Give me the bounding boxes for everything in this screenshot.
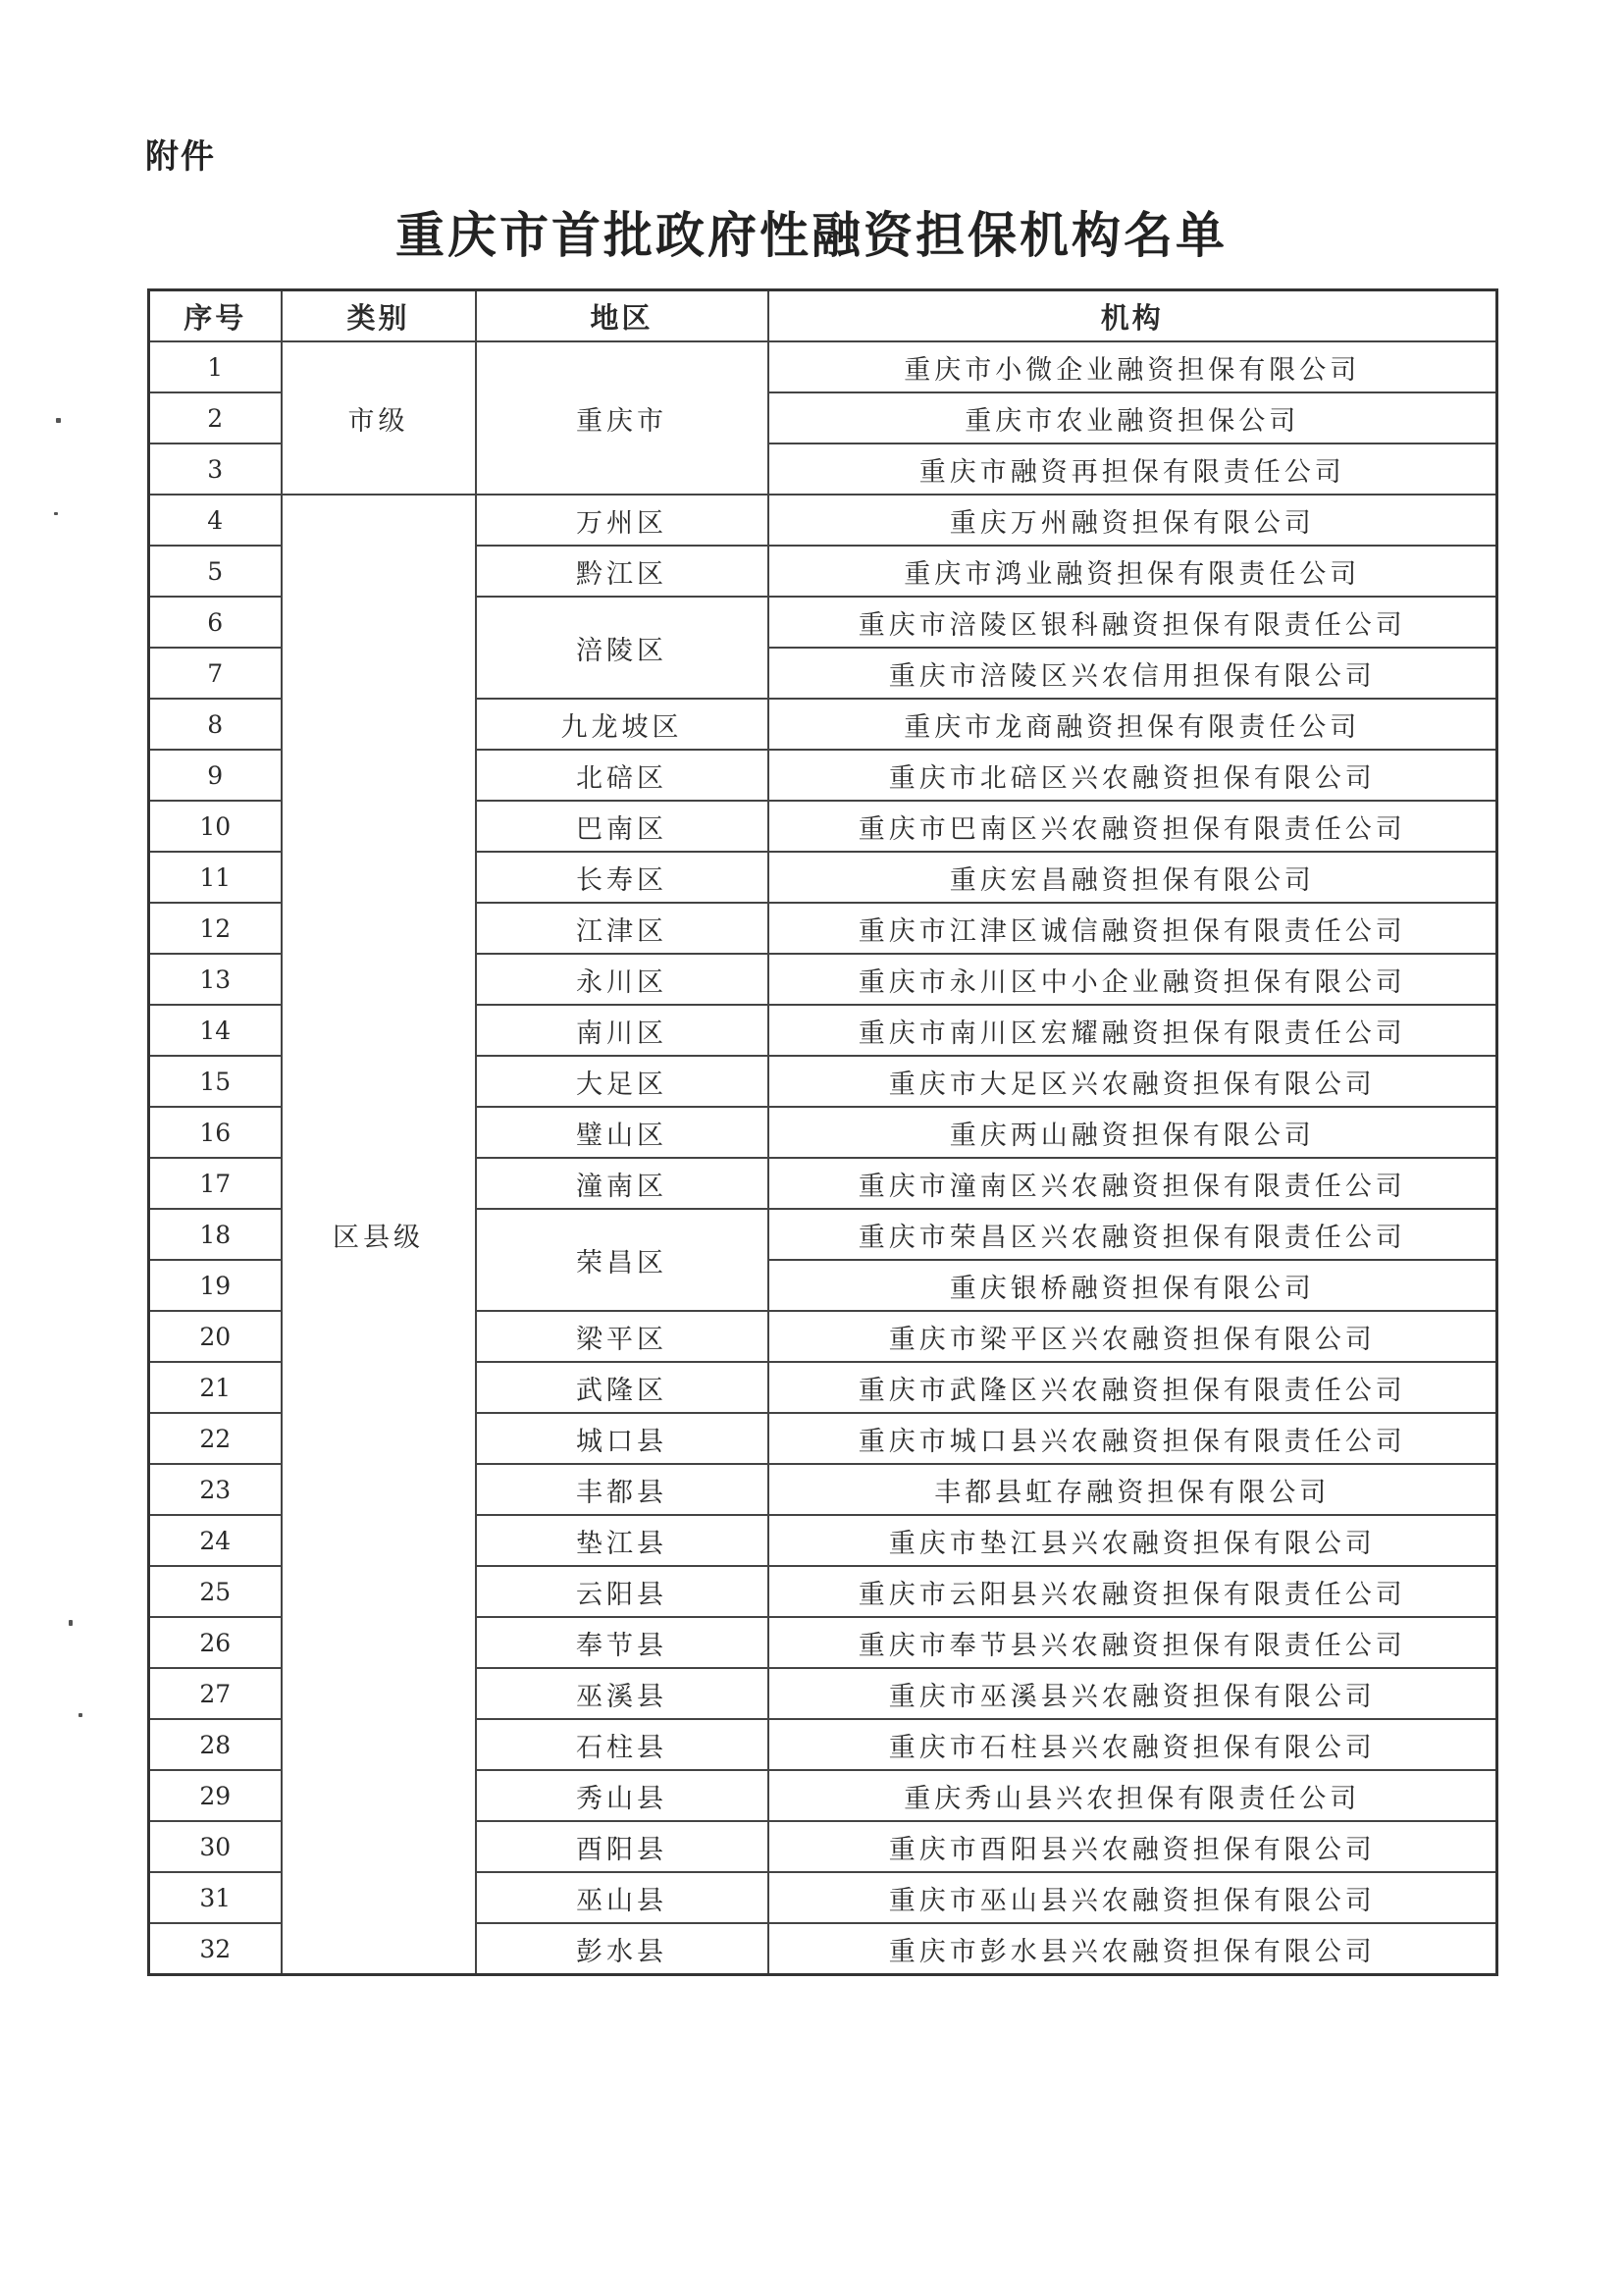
region-cell: 巫溪县 <box>476 1668 768 1719</box>
seq-cell: 6 <box>149 597 282 648</box>
seq-cell: 21 <box>149 1362 282 1413</box>
org-cell: 重庆秀山县兴农担保有限责任公司 <box>768 1770 1497 1821</box>
region-cell: 大足区 <box>476 1056 768 1107</box>
region-cell: 石柱县 <box>476 1719 768 1770</box>
category-cell: 市级 <box>282 341 476 495</box>
org-cell: 重庆银桥融资担保有限公司 <box>768 1260 1497 1311</box>
document-title: 重庆市首批政府性融资担保机构名单 <box>395 206 1228 264</box>
org-cell: 丰都县虹存融资担保有限公司 <box>768 1464 1497 1515</box>
org-cell: 重庆市垫江县兴农融资担保有限公司 <box>768 1515 1497 1566</box>
region-cell: 垫江县 <box>476 1515 768 1566</box>
scan-speck <box>69 1620 73 1626</box>
header-seq: 序号 <box>149 290 282 342</box>
region-cell: 城口县 <box>476 1413 768 1464</box>
scan-speck <box>79 1713 82 1717</box>
seq-cell: 23 <box>149 1464 282 1515</box>
org-cell: 重庆市城口县兴农融资担保有限责任公司 <box>768 1413 1497 1464</box>
org-cell: 重庆市潼南区兴农融资担保有限责任公司 <box>768 1158 1497 1209</box>
seq-cell: 24 <box>149 1515 282 1566</box>
org-cell: 重庆市彭水县兴农融资担保有限公司 <box>768 1923 1497 1975</box>
seq-cell: 28 <box>149 1719 282 1770</box>
org-cell: 重庆市武隆区兴农融资担保有限责任公司 <box>768 1362 1497 1413</box>
org-cell: 重庆市鸿业融资担保有限责任公司 <box>768 546 1497 597</box>
region-cell: 永川区 <box>476 954 768 1005</box>
seq-cell: 32 <box>149 1923 282 1975</box>
seq-cell: 20 <box>149 1311 282 1362</box>
seq-cell: 18 <box>149 1209 282 1260</box>
seq-cell: 22 <box>149 1413 282 1464</box>
org-cell: 重庆市永川区中小企业融资担保有限公司 <box>768 954 1497 1005</box>
org-cell: 重庆市涪陵区兴农信用担保有限公司 <box>768 648 1497 699</box>
org-cell: 重庆宏昌融资担保有限公司 <box>768 852 1497 903</box>
region-cell: 丰都县 <box>476 1464 768 1515</box>
region-cell: 荣昌区 <box>476 1209 768 1311</box>
org-cell: 重庆市农业融资担保公司 <box>768 392 1497 444</box>
region-cell: 彭水县 <box>476 1923 768 1975</box>
seq-cell: 8 <box>149 699 282 750</box>
seq-cell: 15 <box>149 1056 282 1107</box>
seq-cell: 5 <box>149 546 282 597</box>
region-cell: 梁平区 <box>476 1311 768 1362</box>
org-cell: 重庆市融资再担保有限责任公司 <box>768 444 1497 495</box>
seq-cell: 17 <box>149 1158 282 1209</box>
seq-cell: 12 <box>149 903 282 954</box>
region-cell: 江津区 <box>476 903 768 954</box>
region-cell: 潼南区 <box>476 1158 768 1209</box>
org-cell: 重庆市北碚区兴农融资担保有限公司 <box>768 750 1497 801</box>
seq-cell: 27 <box>149 1668 282 1719</box>
guarantee-institution-table <box>147 288 1498 1976</box>
region-cell: 秀山县 <box>476 1770 768 1821</box>
org-cell: 重庆市大足区兴农融资担保有限公司 <box>768 1056 1497 1107</box>
region-cell: 武隆区 <box>476 1362 768 1413</box>
org-cell: 重庆市巫山县兴农融资担保有限公司 <box>768 1872 1497 1923</box>
org-cell: 重庆市奉节县兴农融资担保有限责任公司 <box>768 1617 1497 1668</box>
region-cell: 璧山区 <box>476 1107 768 1158</box>
header-org: 机构 <box>768 290 1497 342</box>
org-cell: 重庆市涪陵区银科融资担保有限责任公司 <box>768 597 1497 648</box>
seq-cell: 29 <box>149 1770 282 1821</box>
region-cell: 长寿区 <box>476 852 768 903</box>
scan-speck <box>56 418 61 423</box>
org-cell: 重庆市巫溪县兴农融资担保有限公司 <box>768 1668 1497 1719</box>
region-cell: 九龙坡区 <box>476 699 768 750</box>
org-cell: 重庆市云阳县兴农融资担保有限责任公司 <box>768 1566 1497 1617</box>
seq-cell: 1 <box>149 341 282 392</box>
region-cell: 黔江区 <box>476 546 768 597</box>
region-cell: 涪陵区 <box>476 597 768 699</box>
scan-speck <box>54 512 58 515</box>
region-cell: 酉阳县 <box>476 1821 768 1872</box>
seq-cell: 13 <box>149 954 282 1005</box>
seq-cell: 7 <box>149 648 282 699</box>
seq-cell: 14 <box>149 1005 282 1056</box>
header-region: 地区 <box>476 290 768 342</box>
org-cell: 重庆市梁平区兴农融资担保有限公司 <box>768 1311 1497 1362</box>
org-cell: 重庆两山融资担保有限公司 <box>768 1107 1497 1158</box>
region-cell: 重庆市 <box>476 341 768 495</box>
seq-cell: 9 <box>149 750 282 801</box>
org-cell: 重庆市荣昌区兴农融资担保有限责任公司 <box>768 1209 1497 1260</box>
seq-cell: 19 <box>149 1260 282 1311</box>
region-cell: 南川区 <box>476 1005 768 1056</box>
org-cell: 重庆市小微企业融资担保有限公司 <box>768 341 1497 392</box>
table-row <box>149 495 1497 546</box>
region-cell: 巴南区 <box>476 801 768 852</box>
region-cell: 北碚区 <box>476 750 768 801</box>
seq-cell: 2 <box>149 392 282 444</box>
seq-cell: 25 <box>149 1566 282 1617</box>
category-cell: 区县级 <box>282 495 476 1975</box>
seq-cell: 11 <box>149 852 282 903</box>
org-cell: 重庆市龙商融资担保有限责任公司 <box>768 699 1497 750</box>
seq-cell: 10 <box>149 801 282 852</box>
org-cell: 重庆万州融资担保有限公司 <box>768 495 1497 546</box>
org-cell: 重庆市江津区诚信融资担保有限责任公司 <box>768 903 1497 954</box>
annex-label: 附件 <box>145 137 216 177</box>
org-cell: 重庆市南川区宏耀融资担保有限责任公司 <box>768 1005 1497 1056</box>
seq-cell: 16 <box>149 1107 282 1158</box>
region-cell: 云阳县 <box>476 1566 768 1617</box>
header-category: 类别 <box>282 290 476 342</box>
region-cell: 奉节县 <box>476 1617 768 1668</box>
seq-cell: 30 <box>149 1821 282 1872</box>
org-cell: 重庆市酉阳县兴农融资担保有限公司 <box>768 1821 1497 1872</box>
org-cell: 重庆市巴南区兴农融资担保有限责任公司 <box>768 801 1497 852</box>
seq-cell: 31 <box>149 1872 282 1923</box>
seq-cell: 3 <box>149 444 282 495</box>
seq-cell: 26 <box>149 1617 282 1668</box>
region-cell: 万州区 <box>476 495 768 546</box>
table-row <box>149 341 1497 392</box>
org-cell: 重庆市石柱县兴农融资担保有限公司 <box>768 1719 1497 1770</box>
region-cell: 巫山县 <box>476 1872 768 1923</box>
table-header-row <box>149 290 1497 342</box>
seq-cell: 4 <box>149 495 282 546</box>
